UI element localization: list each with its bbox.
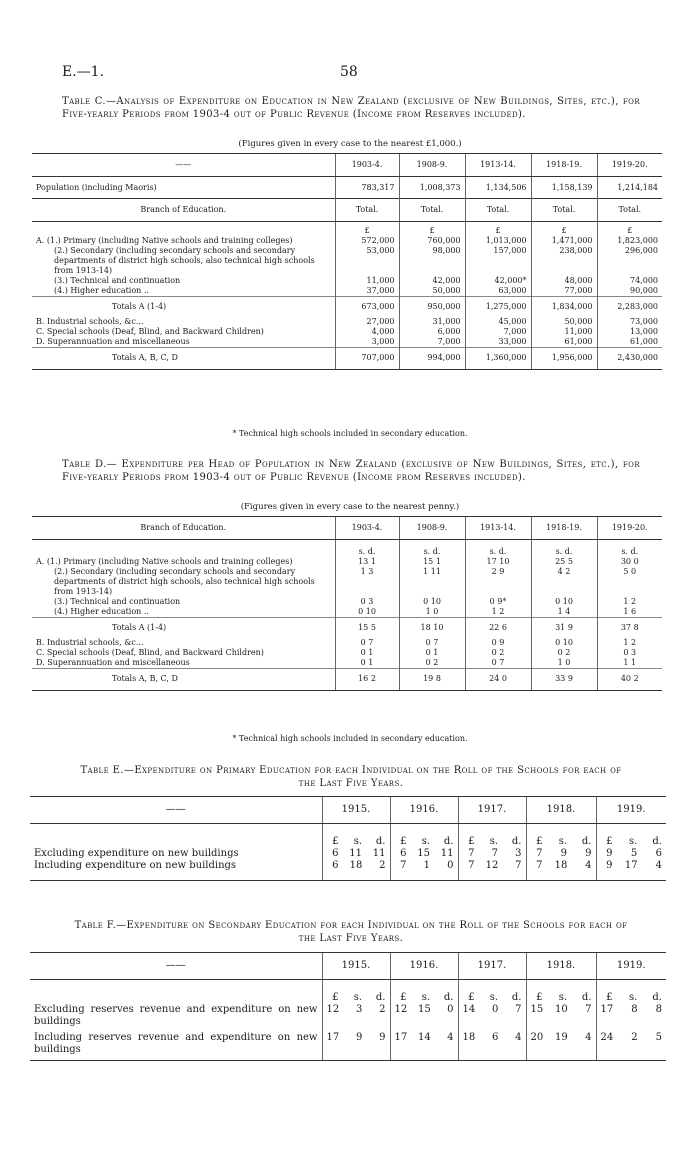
table-c-subtitle: (Figures given in every case to the nearest £1,000.) bbox=[238, 139, 462, 149]
cell: 33 9 bbox=[531, 668, 597, 690]
cell: 0 2 bbox=[465, 648, 531, 658]
shilling-unit: s. bbox=[421, 836, 430, 847]
pound-unit: £ bbox=[606, 836, 613, 847]
cell: 0 3 bbox=[335, 597, 399, 607]
table-f-title: Table F.—Expenditure on Secondary Education for each Individual on the Roll of the Schools for each of the Last Five Years. bbox=[74, 920, 628, 944]
shilling-unit: s. bbox=[353, 992, 362, 1003]
branch-header: Branch of Education. bbox=[32, 199, 335, 222]
year-header: 1919. bbox=[596, 797, 666, 824]
row-label: Excluding expenditure on new buildings bbox=[34, 848, 239, 859]
cell: 0 1 bbox=[399, 648, 465, 658]
row-label: C. Special schools (Deaf, Blind, and Backward Children) bbox=[36, 647, 264, 657]
unit-label: s. d. bbox=[399, 540, 465, 558]
row-label: Totals A, B, C, D bbox=[32, 347, 335, 369]
currency-symbol: £ bbox=[465, 222, 531, 237]
totals-row bbox=[32, 668, 662, 690]
table-row bbox=[32, 557, 662, 567]
pence: 2 bbox=[379, 860, 386, 871]
cell: 1,360,000 bbox=[465, 347, 531, 369]
row-label: (2.) Secondary (including secondary schools and secondary departments of district high schools, also technical high schools from 1913-14) bbox=[54, 567, 315, 596]
year-header: 1918-19. bbox=[531, 517, 597, 540]
table-row bbox=[32, 597, 662, 607]
cell: 1 4 bbox=[531, 607, 597, 618]
pence: 2 bbox=[379, 1004, 386, 1015]
pounds: 9 bbox=[606, 848, 613, 859]
shillings: 6 bbox=[491, 1032, 499, 1043]
pounds: 17 bbox=[394, 1032, 408, 1043]
row-label: A. (1.) Primary (including Native schools and training colleges) bbox=[36, 557, 293, 566]
unit-label: s. d. bbox=[597, 540, 662, 558]
cell: 1 2 bbox=[597, 597, 662, 607]
year-header: 1908-9. bbox=[399, 154, 465, 177]
table-row bbox=[32, 648, 662, 658]
pence-unit: d. bbox=[375, 992, 386, 1003]
shillings: 14 bbox=[418, 1032, 431, 1043]
cell: 296,000 bbox=[597, 246, 662, 276]
table-c bbox=[32, 153, 662, 370]
shillings: 7 bbox=[491, 848, 498, 859]
unit-row bbox=[32, 540, 662, 558]
cell: 673,000 bbox=[335, 297, 399, 317]
row-label: (2.) Secondary (including secondary schools and secondary departments of district high schools, also technical high schools from 1913-14) bbox=[54, 246, 315, 275]
shillings: 18 bbox=[554, 860, 568, 871]
cell: 0 9 bbox=[465, 638, 531, 648]
cell: 11,000 bbox=[531, 327, 597, 337]
cell: 90,000 bbox=[597, 286, 662, 297]
shillings: 19 bbox=[555, 1032, 568, 1043]
branch-header: Branch of Education. bbox=[32, 517, 335, 540]
table-row bbox=[30, 860, 666, 881]
document-reference: E.—1. bbox=[62, 64, 105, 80]
table-row bbox=[32, 286, 662, 297]
cell: 1 11 bbox=[399, 567, 465, 597]
table-d-header-row bbox=[32, 517, 662, 540]
cell: 53,000 bbox=[335, 246, 399, 276]
year-header: 1917. bbox=[458, 797, 526, 824]
year-header: 1915. bbox=[322, 797, 390, 824]
shilling-unit: s. bbox=[421, 992, 430, 1003]
cell: 707,000 bbox=[335, 347, 399, 369]
cell: 16 2 bbox=[335, 668, 399, 690]
total-header: Total. bbox=[335, 199, 399, 222]
cell: 50,000 bbox=[531, 317, 597, 327]
unit-row bbox=[30, 824, 666, 849]
pence: 7 bbox=[585, 1004, 592, 1015]
shillings: 1 bbox=[423, 860, 430, 871]
table-d-footnote: * Technical high schools included in secondary education. bbox=[232, 734, 468, 743]
cell: 42,000 bbox=[399, 276, 465, 286]
pounds: 24 bbox=[600, 1032, 614, 1043]
table-row bbox=[32, 327, 662, 337]
row-label: Totals A (1-4) bbox=[32, 297, 335, 317]
pence: 4 bbox=[585, 1032, 592, 1043]
year-header: 1918. bbox=[526, 953, 596, 980]
currency-symbol: £ bbox=[335, 222, 399, 237]
cell: 0 7 bbox=[335, 638, 399, 648]
year-header: 1913-14. bbox=[465, 517, 531, 540]
cell: 30 0 bbox=[597, 557, 662, 567]
cell: 0 9* bbox=[465, 597, 531, 607]
shillings: 17 bbox=[624, 860, 638, 871]
row-label: C. Special schools (Deaf, Blind, and Backward Children) bbox=[36, 326, 264, 336]
page-header bbox=[0, 64, 700, 84]
year-header: 1903-4. bbox=[335, 154, 399, 177]
shilling-unit: s. bbox=[628, 836, 638, 847]
cell: 2 9 bbox=[465, 567, 531, 597]
row-label: D. Superannuation and miscellaneous bbox=[36, 657, 190, 667]
cell: 15 1 bbox=[399, 557, 465, 567]
shilling-unit: s. bbox=[558, 992, 567, 1003]
pounds: 9 bbox=[606, 860, 613, 871]
year-header: 1916. bbox=[390, 953, 458, 980]
pound-unit: £ bbox=[536, 836, 543, 847]
table-row bbox=[32, 337, 662, 348]
cell: 1 6 bbox=[597, 607, 662, 618]
cell: 18 10 bbox=[399, 618, 465, 638]
pounds: 12 bbox=[326, 1004, 340, 1015]
cell: 0 10 bbox=[531, 597, 597, 607]
shillings: 12 bbox=[485, 860, 499, 871]
cell: 0 7 bbox=[465, 658, 531, 669]
shillings: 15 bbox=[417, 848, 430, 859]
cell: 1,834,000 bbox=[531, 297, 597, 317]
pounds: 15 bbox=[530, 1004, 544, 1015]
shillings: 5 bbox=[630, 848, 638, 859]
pence: 0 bbox=[447, 860, 454, 871]
year-header: 1916. bbox=[390, 797, 458, 824]
row-label: Totals A, B, C, D bbox=[32, 668, 335, 690]
cell: 783,317 bbox=[335, 177, 399, 199]
table-row bbox=[32, 658, 662, 669]
pence-unit: d. bbox=[652, 992, 662, 1003]
pence: 11 bbox=[440, 848, 454, 859]
cell: 98,000 bbox=[399, 246, 465, 276]
year-header: 1917. bbox=[458, 953, 526, 980]
cell: 25 5 bbox=[531, 557, 597, 567]
year-header: 1918-19. bbox=[531, 154, 597, 177]
cell: 13,000 bbox=[597, 327, 662, 337]
cell: 572,000 bbox=[335, 236, 399, 246]
pounds: 17 bbox=[600, 1004, 614, 1015]
row-label: Population (including Maoris) bbox=[36, 182, 157, 192]
pence-unit: d. bbox=[652, 836, 662, 847]
shillings: 11 bbox=[349, 848, 362, 859]
table-c-footnote: * Technical high schools included in secondary education. bbox=[232, 429, 468, 438]
pounds: 6 bbox=[400, 848, 407, 859]
cell: 1 0 bbox=[531, 658, 597, 669]
cell: 0 2 bbox=[531, 648, 597, 658]
currency-row bbox=[32, 222, 662, 237]
cell: 1 2 bbox=[465, 607, 531, 618]
pounds: 7 bbox=[536, 860, 543, 871]
unit-label: s. d. bbox=[531, 540, 597, 558]
pence: 4 bbox=[447, 1032, 454, 1043]
pounds: 20 bbox=[530, 1032, 544, 1043]
pounds: 14 bbox=[462, 1004, 476, 1015]
year-header: 1919. bbox=[596, 953, 666, 980]
row-label: Excluding reserves revenue and expenditure on new buildings bbox=[34, 1004, 318, 1027]
shillings: 3 bbox=[355, 1004, 363, 1015]
pound-unit: £ bbox=[468, 836, 475, 847]
table-row bbox=[32, 246, 662, 276]
cell: 1,013,000 bbox=[465, 236, 531, 246]
cell: 0 10 bbox=[335, 607, 399, 618]
pence-unit: d. bbox=[443, 992, 454, 1003]
dash: —— bbox=[30, 953, 322, 980]
cell: 7,000 bbox=[399, 337, 465, 348]
unit-label: s. d. bbox=[335, 540, 399, 558]
pounds: 12 bbox=[394, 1004, 408, 1015]
cell: 2,430,000 bbox=[597, 347, 662, 369]
cell: 1,275,000 bbox=[465, 297, 531, 317]
year-header: 1918. bbox=[526, 797, 596, 824]
cell: 45,000 bbox=[465, 317, 531, 327]
pounds: 7 bbox=[536, 848, 543, 859]
unit-label: s. d. bbox=[465, 540, 531, 558]
table-row bbox=[32, 607, 662, 618]
cell: 1,471,000 bbox=[531, 236, 597, 246]
cell: 1 2 bbox=[597, 638, 662, 648]
pence: 7 bbox=[515, 860, 522, 871]
pence: 4 bbox=[585, 860, 592, 871]
pence-unit: d. bbox=[443, 836, 454, 847]
table-row bbox=[32, 276, 662, 286]
table-row bbox=[30, 848, 666, 860]
year-header: 1919-20. bbox=[597, 154, 662, 177]
pence: 9 bbox=[585, 848, 592, 859]
cell: 1,134,506 bbox=[465, 177, 531, 199]
cell: 5 0 bbox=[597, 567, 662, 597]
cell: 0 1 bbox=[335, 658, 399, 669]
year-header: 1919-20. bbox=[597, 517, 662, 540]
cell: 40 2 bbox=[597, 668, 662, 690]
cell: 0 1 bbox=[335, 648, 399, 658]
total-header: Total. bbox=[399, 199, 465, 222]
cell: 48,000 bbox=[531, 276, 597, 286]
cell: 15 5 bbox=[335, 618, 399, 638]
cell: 1,823,000 bbox=[597, 236, 662, 246]
pence-unit: d. bbox=[511, 836, 522, 847]
table-c-title: Table C.—Analysis of Expenditure on Education in New Zealand (exclusive of New Buildings, Sites, etc.), for Five-yearly Periods from 1903-4 out of Public Revenue (Income from Reserves included). bbox=[62, 96, 640, 120]
cell: 77,000 bbox=[531, 286, 597, 297]
cell: 61,000 bbox=[597, 337, 662, 348]
shillings: 15 bbox=[418, 1004, 431, 1015]
cell: 0 10 bbox=[531, 638, 597, 648]
cell: 27,000 bbox=[335, 317, 399, 327]
cell: 11,000 bbox=[335, 276, 399, 286]
table-row bbox=[32, 317, 662, 327]
dash: —— bbox=[30, 797, 322, 824]
shillings: 2 bbox=[631, 1032, 638, 1043]
year-header: 1915. bbox=[322, 953, 390, 980]
cell: 22 6 bbox=[465, 618, 531, 638]
cell: 31,000 bbox=[399, 317, 465, 327]
table-e bbox=[30, 796, 666, 881]
pence: 3 bbox=[515, 848, 522, 859]
cell: 17 10 bbox=[465, 557, 531, 567]
table-c-year-header-row bbox=[32, 154, 662, 177]
cell: 1,008,373 bbox=[399, 177, 465, 199]
totals-row bbox=[32, 297, 662, 317]
cell: 3,000 bbox=[335, 337, 399, 348]
shilling-unit: s. bbox=[489, 992, 498, 1003]
table-d bbox=[32, 516, 662, 691]
page-number: 58 bbox=[340, 64, 358, 80]
cell: 73,000 bbox=[597, 317, 662, 327]
table-c-branch-header-row bbox=[32, 199, 662, 222]
table-e-header-row bbox=[30, 797, 666, 824]
pence: 8 bbox=[655, 1004, 662, 1015]
row-label: B. Industrial schools, &c... bbox=[36, 637, 144, 647]
population-row bbox=[32, 177, 662, 199]
pound-unit: £ bbox=[606, 992, 613, 1003]
row-label: (3.) Technical and continuation bbox=[54, 597, 181, 606]
cell: 7,000 bbox=[465, 327, 531, 337]
year-header: 1913-14. bbox=[465, 154, 531, 177]
shillings: 10 bbox=[555, 1004, 568, 1015]
table-d-title: Table D.— Expenditure per Head of Population in New Zealand (exclusive of New Buildings, Sites, etc.), for Five-yearly Periods from 1903-4 out of Public Revenue (Income from Reserves included). bbox=[62, 459, 640, 483]
year-header: 1908-9. bbox=[399, 517, 465, 540]
pound-unit: £ bbox=[332, 836, 339, 847]
row-label: Including expenditure on new buildings bbox=[30, 860, 322, 881]
cell: 13 1 bbox=[335, 557, 399, 567]
pence-unit: d. bbox=[581, 836, 592, 847]
pence: 11 bbox=[372, 848, 386, 859]
cell: 238,000 bbox=[531, 246, 597, 276]
cell: 0 10 bbox=[399, 597, 465, 607]
currency-symbol: £ bbox=[597, 222, 662, 237]
shillings: 8 bbox=[631, 1004, 638, 1015]
cell: 33,000 bbox=[465, 337, 531, 348]
pence: 6 bbox=[655, 848, 662, 859]
year-header: 1903-4. bbox=[335, 517, 399, 540]
pounds: 18 bbox=[462, 1032, 476, 1043]
cell: 1 1 bbox=[597, 658, 662, 669]
pence: 5 bbox=[655, 1032, 662, 1043]
cell: 1 0 bbox=[399, 607, 465, 618]
cell: 0 7 bbox=[399, 638, 465, 648]
shillings: 18 bbox=[349, 860, 363, 871]
cell: 2,283,000 bbox=[597, 297, 662, 317]
cell: 1,158,139 bbox=[531, 177, 597, 199]
table-f bbox=[30, 952, 666, 1061]
pound-unit: £ bbox=[536, 992, 543, 1003]
shillings: 9 bbox=[560, 848, 567, 859]
cell: 37,000 bbox=[335, 286, 399, 297]
cell: 1,956,000 bbox=[531, 347, 597, 369]
total-header: Total. bbox=[531, 199, 597, 222]
cell: 63,000 bbox=[465, 286, 531, 297]
total-header: Total. bbox=[465, 199, 531, 222]
cell: 950,000 bbox=[399, 297, 465, 317]
cell: 0 3 bbox=[597, 648, 662, 658]
pence-unit: d. bbox=[581, 992, 592, 1003]
table-row bbox=[32, 638, 662, 648]
pound-unit: £ bbox=[468, 992, 475, 1003]
cell: 19 8 bbox=[399, 668, 465, 690]
unit-row bbox=[30, 980, 666, 1005]
row-label: D. Superannuation and miscellaneous bbox=[36, 336, 190, 346]
table-row bbox=[32, 567, 662, 597]
total-header: Total. bbox=[597, 199, 662, 222]
cell: 4 2 bbox=[531, 567, 597, 597]
pence: 4 bbox=[655, 860, 662, 871]
table-row bbox=[32, 236, 662, 246]
cell: 31 9 bbox=[531, 618, 597, 638]
pounds: 7 bbox=[400, 860, 407, 871]
row-label: B. Industrial schools, &c... bbox=[36, 316, 144, 326]
currency-symbol: £ bbox=[399, 222, 465, 237]
shillings: 9 bbox=[355, 1032, 363, 1043]
cell: 42,000* bbox=[465, 276, 531, 286]
pence: 7 bbox=[515, 1004, 522, 1015]
shilling-unit: s. bbox=[558, 836, 567, 847]
table-row bbox=[30, 1032, 666, 1061]
cell: 760,000 bbox=[399, 236, 465, 246]
pound-unit: £ bbox=[400, 836, 407, 847]
row-label: (4.) Higher education .. bbox=[54, 607, 149, 616]
shilling-unit: s. bbox=[353, 836, 362, 847]
cell: 1 3 bbox=[335, 567, 399, 597]
pence: 4 bbox=[515, 1032, 522, 1043]
pounds: 6 bbox=[332, 860, 339, 871]
cell: 61,000 bbox=[531, 337, 597, 348]
pounds: 7 bbox=[468, 860, 475, 871]
row-label: (3.) Technical and continuation bbox=[54, 276, 181, 285]
pound-unit: £ bbox=[400, 992, 407, 1003]
cell: 6,000 bbox=[399, 327, 465, 337]
table-row bbox=[30, 1004, 666, 1032]
pence: 9 bbox=[379, 1032, 386, 1043]
cell: 1,214,184 bbox=[597, 177, 662, 199]
pounds: 17 bbox=[326, 1032, 340, 1043]
table-e-title: Table E.—Expenditure on Primary Education for each Individual on the Roll of the Schools for each of the Last Five Years. bbox=[80, 765, 622, 789]
cell: 50,000 bbox=[399, 286, 465, 297]
row-label: Including reserves revenue and expenditure on new buildings bbox=[30, 1032, 322, 1061]
pence: 0 bbox=[447, 1004, 454, 1015]
dash: —— bbox=[32, 154, 335, 177]
totals-row bbox=[32, 618, 662, 638]
pence-unit: d. bbox=[375, 836, 386, 847]
pounds: 7 bbox=[468, 848, 475, 859]
cell: 24 0 bbox=[465, 668, 531, 690]
cell: 0 2 bbox=[399, 658, 465, 669]
cell: 74,000 bbox=[597, 276, 662, 286]
cell: 37 8 bbox=[597, 618, 662, 638]
shillings: 0 bbox=[491, 1004, 499, 1015]
cell: 4,000 bbox=[335, 327, 399, 337]
row-label: (4.) Higher education .. bbox=[54, 286, 149, 295]
row-label: Totals A (1-4) bbox=[32, 618, 335, 638]
pound-unit: £ bbox=[332, 992, 339, 1003]
table-d-subtitle: (Figures given in every case to the nearest penny.) bbox=[240, 502, 460, 512]
currency-symbol: £ bbox=[531, 222, 597, 237]
shilling-unit: s. bbox=[489, 836, 498, 847]
pounds: 6 bbox=[332, 848, 339, 859]
shilling-unit: s. bbox=[628, 992, 638, 1003]
table-f-header-row bbox=[30, 953, 666, 980]
cell: 994,000 bbox=[399, 347, 465, 369]
cell: 157,000 bbox=[465, 246, 531, 276]
pence-unit: d. bbox=[511, 992, 522, 1003]
totals-row bbox=[32, 347, 662, 369]
row-label: A. (1.) Primary (including Native schools and training colleges) bbox=[36, 236, 293, 245]
